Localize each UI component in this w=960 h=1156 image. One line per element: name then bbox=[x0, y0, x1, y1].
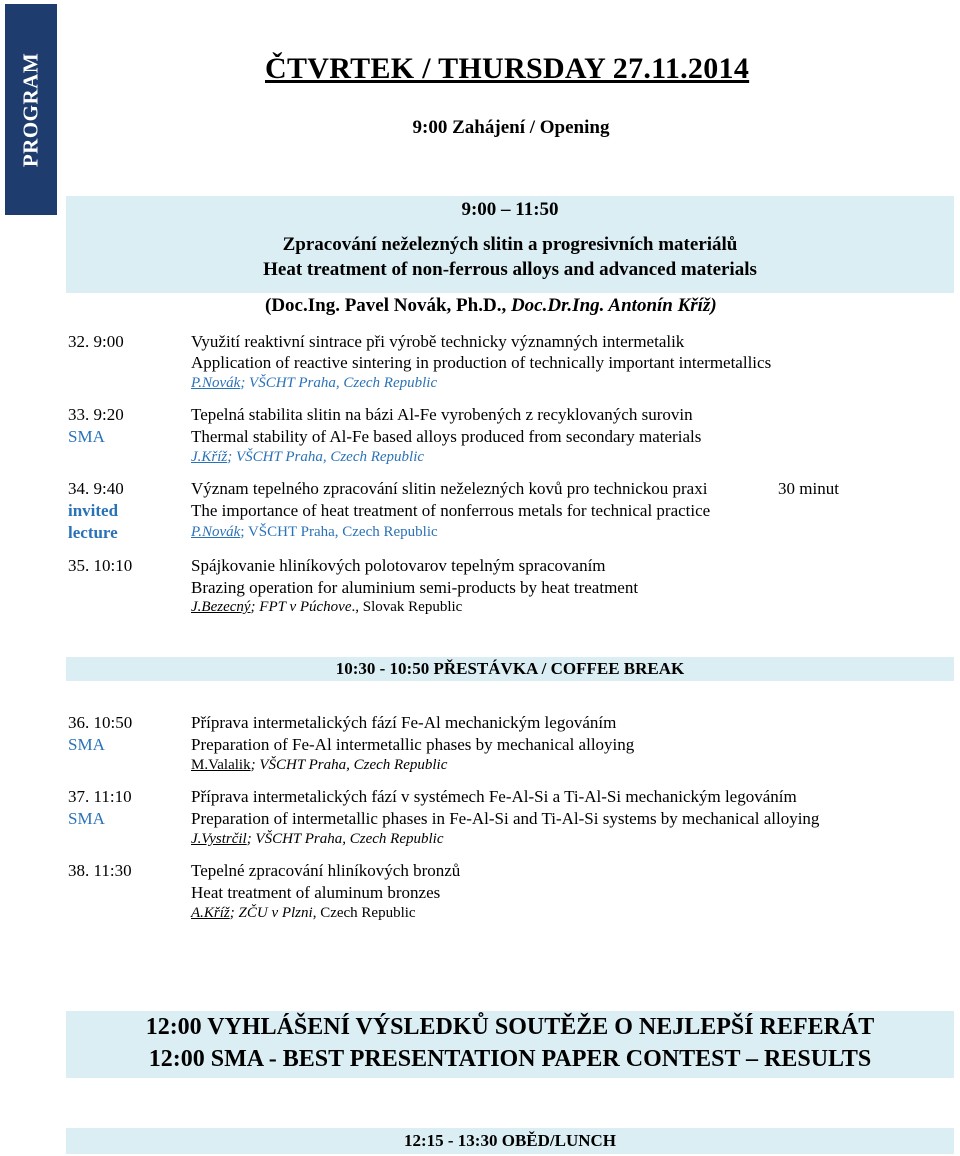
talk-32-title-en: Application of reactive sintering in production of technically important intermetallics bbox=[191, 353, 772, 372]
talk-36-author: M.Valalik bbox=[191, 757, 251, 773]
talk-32-affiliation: ; VŠCHT Praha, Czech Republic bbox=[240, 375, 438, 391]
talk-35-affiliation: ; FPT v Púchove bbox=[250, 599, 352, 615]
sidebar-label: PROGRAM bbox=[18, 52, 43, 168]
talk-35-number: 35. 10:10 bbox=[68, 556, 133, 575]
lunch-text: 12:15 - 13:30 OBĚD/LUNCH bbox=[403, 1131, 617, 1150]
talk-34-title-en: The importance of heat treatment of nonferrous metals for technical practice bbox=[191, 501, 711, 520]
session-time: 9:00 – 11:50 bbox=[461, 199, 559, 220]
talk-32-number: 32. 9:00 bbox=[68, 332, 124, 351]
talk-37-affiliation: ; VŠCHT Praha, Czech Republic bbox=[246, 831, 444, 847]
results-line-en: 12:00 SMA - BEST PRESENTATION PAPER CONTEST – RESULTS bbox=[148, 1046, 872, 1072]
talk-37-label: SMA bbox=[68, 809, 105, 828]
talk-37-number: 37. 11:10 bbox=[68, 787, 132, 806]
talk-34-label-2: lecture bbox=[68, 523, 118, 542]
talk-36-title-cz: Příprava intermetalických fází Fe-Al mechanickým legováním bbox=[191, 713, 617, 732]
talk-37-title-en: Preparation of intermetallic phases in Fe-Al-Si and Ti-Al-Si systems by mechanical alloying bbox=[191, 809, 820, 828]
session-title-en: Heat treatment of non-ferrous alloys and advanced materials bbox=[263, 259, 757, 280]
talk-38-title-cz: Tepelné zpracování hliníkových bronzů bbox=[191, 861, 461, 880]
talk-37-title-cz: Příprava intermetalických fází v systémech Fe-Al-Si a Ti-Al-Si mechanickým legováním bbox=[191, 787, 797, 806]
page-title: ČTVRTEK / THURSDAY 27.11.2014 bbox=[265, 52, 750, 85]
session-chairs bbox=[265, 295, 717, 317]
talk-38-number: 38. 11:30 bbox=[68, 861, 132, 880]
talk-34-author-line bbox=[191, 524, 438, 541]
talk-35-author-line bbox=[191, 599, 462, 616]
talk-33-label: SMA bbox=[68, 427, 105, 446]
results-band bbox=[66, 1011, 954, 1078]
opening-line: 9:00 Zahájení / Opening bbox=[412, 117, 610, 138]
talk-36-author-line bbox=[191, 757, 447, 774]
talk-33-author: J.Kříž bbox=[191, 449, 228, 465]
talk-36-affiliation: ; VŠCHT Praha, Czech Republic bbox=[250, 757, 448, 773]
talk-33-author-line bbox=[191, 449, 424, 466]
talk-37-author-line bbox=[191, 831, 443, 848]
talk-33-title-cz: Tepelná stabilita slitin na bázi Al-Fe vyrobených z recyklovaných surovin bbox=[191, 405, 693, 424]
talk-33-affiliation: ; VŠCHT Praha, Czech Republic bbox=[227, 449, 425, 465]
talk-32-title-cz: Využití reaktivní sintrace při výrobě technicky významných intermetalik bbox=[191, 332, 685, 351]
results-line-cz: 12:00 VYHLÁŠENÍ VÝSLEDKŮ SOUTĚŽE O NEJLEPŠÍ REFERÁT bbox=[145, 1014, 875, 1040]
coffee-break-band bbox=[66, 657, 954, 681]
session-band bbox=[66, 196, 954, 293]
session-chair-2: Doc.Dr.Ing. Antonín Kříž) bbox=[510, 295, 717, 316]
talk-38-title-en: Heat treatment of aluminum bronzes bbox=[191, 883, 441, 902]
talk-35-affiliation-rest: ., Slovak Republic bbox=[351, 599, 463, 615]
talk-34-number: 34. 9:40 bbox=[68, 479, 124, 498]
talk-32-author: P.Novák bbox=[191, 375, 241, 391]
talk-38-affiliation: ; ZČU v Plzni bbox=[229, 905, 313, 921]
program-sidebar bbox=[5, 4, 57, 215]
talk-34-label: invited bbox=[68, 501, 119, 520]
talk-38-affiliation-rest: , Czech Republic bbox=[312, 905, 416, 921]
talk-32-author-line bbox=[191, 375, 437, 392]
session-title-cz: Zpracování neželezných slitin a progresivních materiálů bbox=[282, 234, 738, 255]
talk-35-title-en: Brazing operation for aluminium semi-products by heat treatment bbox=[191, 578, 639, 597]
lunch-band bbox=[66, 1128, 954, 1154]
talk-33-title-en: Thermal stability of Al-Fe based alloys produced from secondary materials bbox=[191, 427, 702, 446]
talk-34-affiliation: ; VŠCHT Praha, Czech Republic bbox=[240, 524, 438, 540]
talk-36-title-en: Preparation of Fe-Al intermetallic phases by mechanical alloying bbox=[191, 735, 635, 754]
talk-36-label: SMA bbox=[68, 735, 105, 754]
talk-35-title-cz: Spájkovanie hliníkových polotovarov tepelným spracovaním bbox=[191, 556, 606, 575]
talk-34-title-cz: Význam tepelného zpracování slitin neželezných kovů pro technickou praxi bbox=[191, 479, 708, 498]
talk-34-duration: 30 minut bbox=[778, 479, 839, 498]
talk-38-author: A.Kříž bbox=[191, 905, 230, 921]
coffee-break-text: 10:30 - 10:50 PŘESTÁVKA / COFFEE BREAK bbox=[335, 659, 685, 678]
talk-34-author: P.Novák bbox=[191, 524, 241, 540]
talk-35-author: J.Bezecný bbox=[191, 599, 251, 615]
talk-33-number: 33. 9:20 bbox=[68, 405, 124, 424]
talk-38-author-line bbox=[191, 905, 416, 922]
talk-37-author: J.Vystrčil bbox=[191, 831, 247, 847]
session-chair-1: (Doc.Ing. Pavel Novák, Ph.D., bbox=[265, 295, 511, 316]
talk-36-number: 36. 10:50 bbox=[68, 713, 133, 732]
